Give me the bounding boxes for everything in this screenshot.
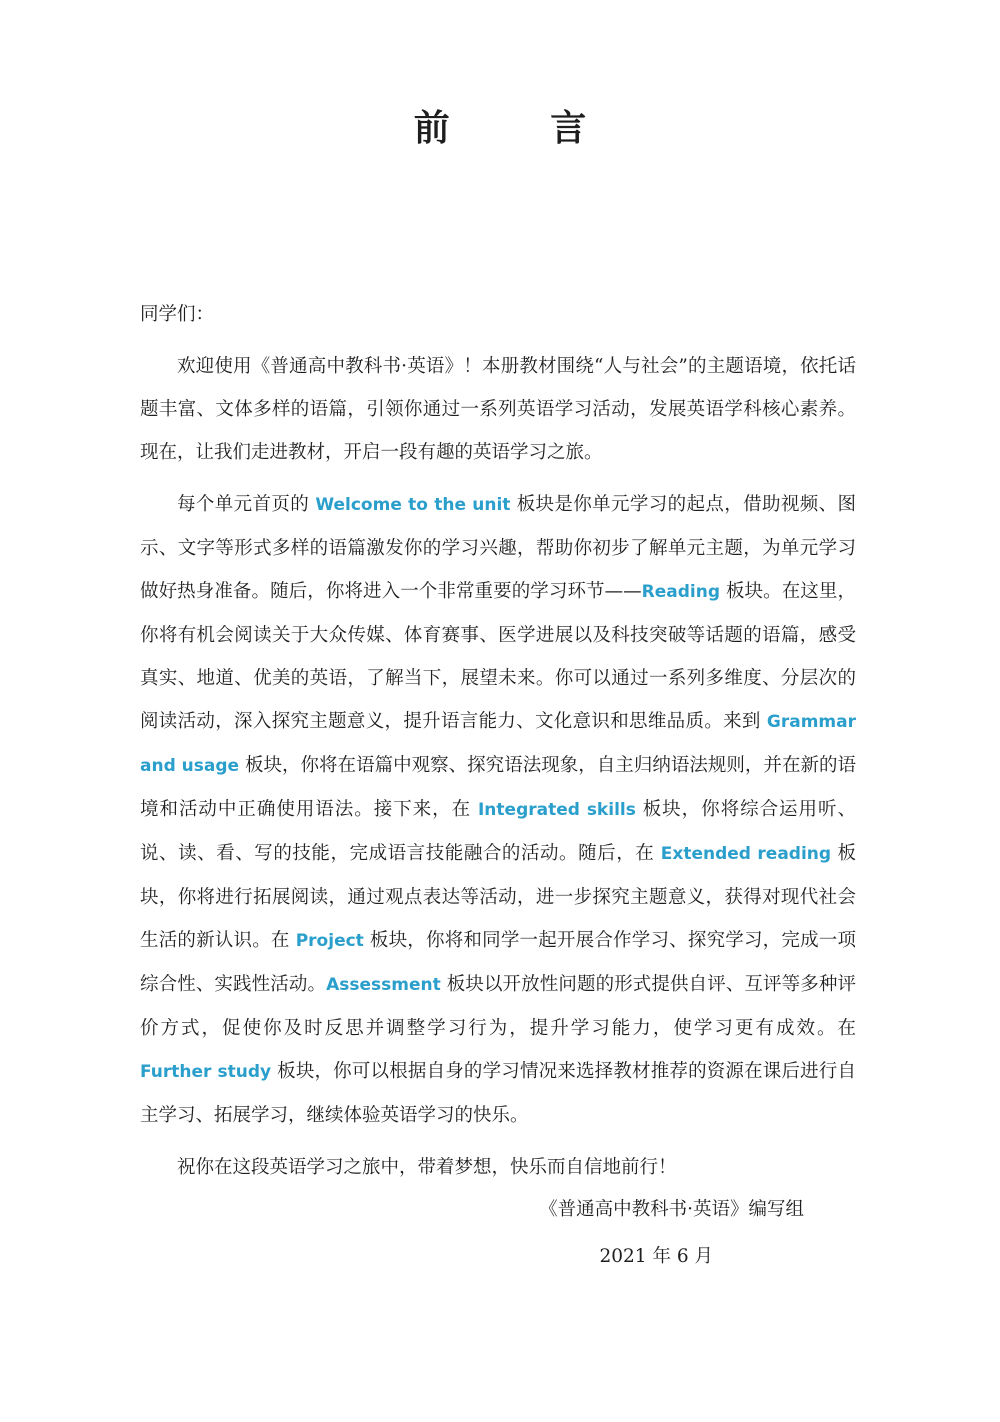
section-name-reading: Reading [641,582,720,602]
text-segment: 板块以开放性问题的形式提供自评、互评等多种评价方式，促使你及时反思并调整学习行为，提升学习能力，使学习更有成效。在 [140,974,856,1039]
section-name-further-study: Further study [140,1062,272,1082]
section-name-project: Project [295,931,364,951]
text-segment: 板块，你将在语篇中观察、探究语法现象，自主归纳语法规则，并在新的语境和活动中正确使用语法。接下来，在 [140,755,856,820]
date: 2021 年 6 月 [599,1246,713,1267]
section-name-grammar: Grammar and usage [140,712,856,776]
section-name-welcome: Welcome to the unit [315,495,511,515]
text-segment: 每个单元首页的 [177,494,316,515]
paragraph-intro: 欢迎使用《普通高中教科书·英语》！本册教材围绕“人与社会”的主题语境，依托话题丰富、文体多样的语篇，引领你通过一系列英语学习活动，发展英语学科核心素养。现在，让我们走进教材，开启一段有趣的英语学习之旅。 [140,356,856,463]
paragraph-closing: 祝你在这段英语学习之旅中，带着梦想，快乐而自信地前行！ [177,1157,677,1178]
greeting: 同学们： [140,304,215,325]
section-name-extended-reading: Extended reading [660,844,832,864]
page-title: 前 言 [413,107,631,149]
text-segment: 板块，你将综合运用听、说、读、看、写的技能，完成语言技能融合的活动。随后，在 [140,799,856,864]
signature: 《普通高中教科书·英语》编写组 [539,1199,804,1220]
section-name-assessment: Assessment [326,975,441,995]
text-segment: 板块，你将进行拓展阅读，通过观点表达等活动，进一步探究主题意义，获得对现代社会生活的新认识。在 [140,843,856,951]
text-segment: 板块，你将和同学一起开展合作学习、探究学习，完成一项综合性、实践性活动。 [140,930,856,995]
text-segment: 板块是你单元学习的起点，借助视频、图示、文字等形式多样的语篇激发你的学习兴趣，帮助你初步了解单元主题，为单元学习做好热身准备。随后，你将进入一个非常重要的学习环节—— [140,494,856,602]
preface-body [140,293,856,1189]
text-segment: 板块。在这里，你将有机会阅读关于大众传媒、体育赛事、医学进展以及科技突破等话题的语篇，感受真实、地道、优美的英语，了解当下，展望未来。你可以通过一系列多维度、分层次的阅读活动，深入探究主题意义，提升语言能力、文化意识和思维品质。来到 [140,581,856,732]
section-name-integrated-skills: Integrated skills [477,800,636,820]
paragraph-sections [140,483,856,1137]
text-segment: 板块，你可以根据自身的学习情况来选择教材推荐的资源在课后进行自主学习、拓展学习，继续体验英语学习的快乐。 [140,1061,856,1126]
